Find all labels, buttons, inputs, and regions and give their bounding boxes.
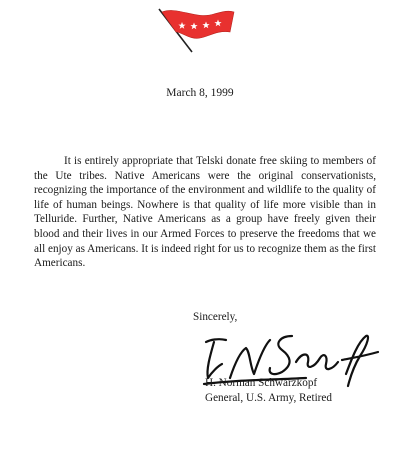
- letter-body: It is entirely appropriate that Telski donate free skiing to members of the Ute tribes. Native Americans were the original conservationists, recognizing the importance of the environment and wildlife to the quality of life of human beings. Nowhere is that quality of life more visible than in Telluride. Further, Native Americans as a group have freely given their blood and their lives in our Armed Forces to preserve the freedoms that we all enjoy as Americans. It is indeed right for us to recognize them as the first Americans.: [34, 155, 376, 270]
- letter-date: March 8, 1999: [166, 87, 234, 99]
- signer-name: H. Norman Schwarzkopf: [205, 377, 318, 389]
- flag-cloth: [162, 10, 234, 38]
- letter-closing: Sincerely,: [193, 311, 238, 323]
- four-star-flag-icon: [156, 6, 236, 56]
- signer-title: General, U.S. Army, Retired: [205, 392, 332, 404]
